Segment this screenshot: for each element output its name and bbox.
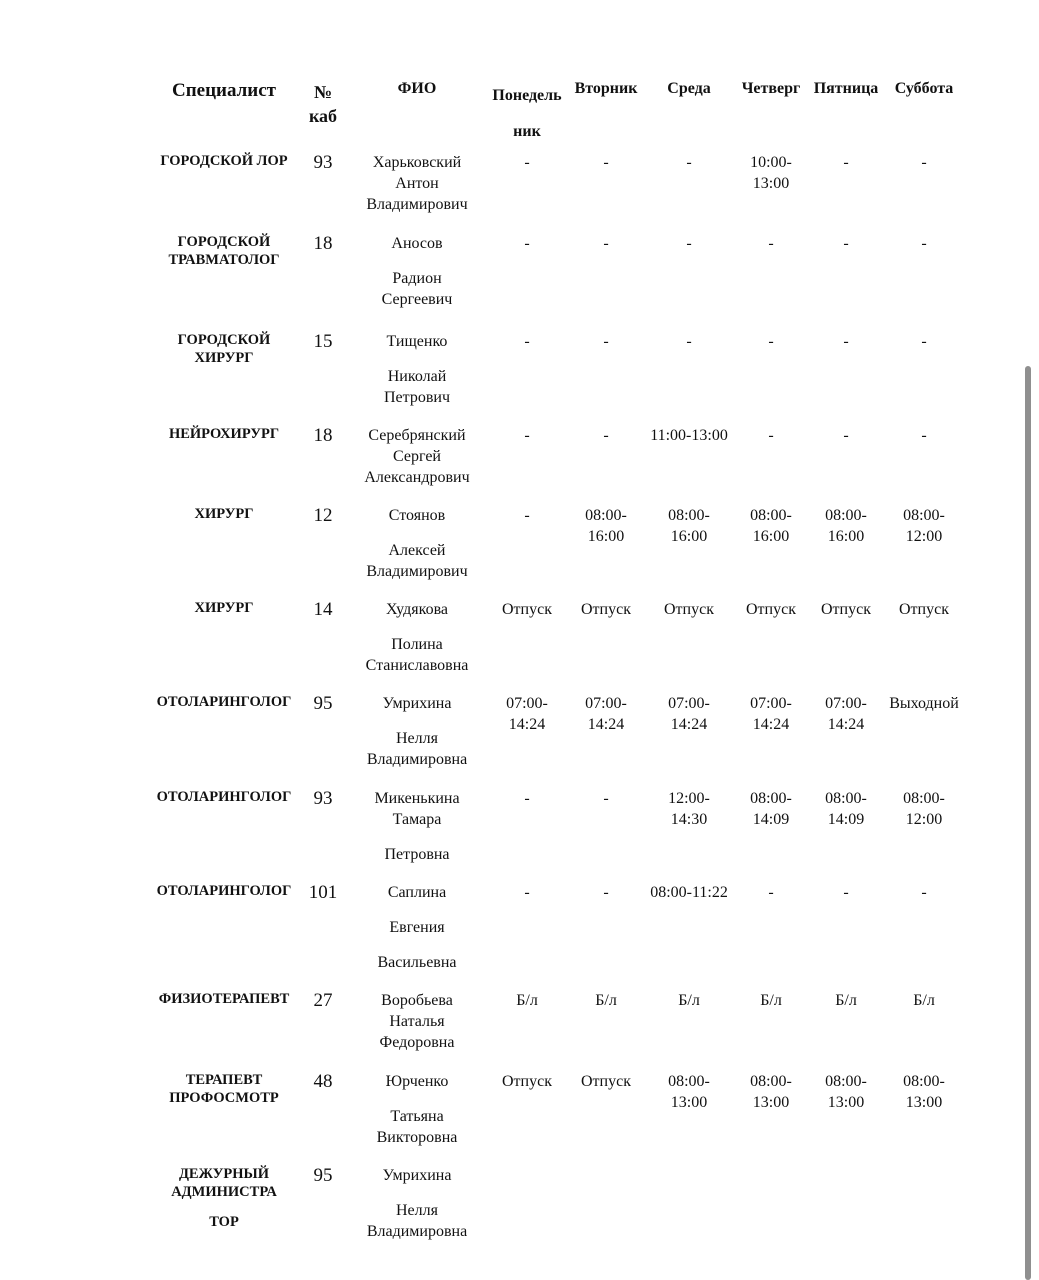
cell-specialist [148,788,300,806]
fio-line: Нелля [396,730,438,747]
schedule-value: 08:00-11:22 [650,884,728,901]
cell-room: 14 [313,599,333,620]
cell-thursday [731,693,811,735]
cell-saturday [884,425,964,446]
schedule-value: - [843,333,849,350]
schedule-value: 12:00- [668,790,710,807]
schedule-value: Отпуск [502,1073,552,1090]
cell-room: 48 [313,1071,333,1092]
header-monday [484,78,570,150]
cell-specialist [148,233,300,269]
schedule-value: 13:00 [670,1094,708,1111]
cell-friday [806,1071,886,1113]
schedule-value: Отпуск [581,1073,631,1090]
schedule-value: - [603,427,609,444]
cell-room: 18 [313,425,333,446]
schedule-value: 08:00- [825,1073,867,1090]
specialist-line: ХИРУРГ [194,600,254,616]
fio-line: Радион [392,270,442,287]
cell-saturday [884,152,964,173]
header-room-line2: каб [308,106,338,126]
schedule-value: 14:24 [752,716,790,733]
schedule-value: 08:00- [668,507,710,524]
cell-specialist [148,599,300,617]
schedule-value: 11:00-13:00 [650,427,728,444]
cell-monday [484,505,570,526]
schedule-value: - [768,333,774,350]
cell-specialist [148,1165,300,1231]
schedule-value: - [843,884,849,901]
header-monday-line2: ник [513,123,541,140]
fio-line: Тамара [392,811,442,828]
header-fio: ФИО [397,80,437,97]
schedule-value: 13:00 [905,1094,943,1111]
fio-line: Владимировна [366,1223,468,1240]
cell-room: 93 [313,788,333,809]
cell-saturday [884,693,964,714]
cell-specialist [148,990,300,1008]
schedule-value: 08:00- [585,507,627,524]
cell-wednesday [649,425,729,446]
cell-specialist [148,693,300,711]
schedule-value: - [921,333,927,350]
cell-tuesday [566,425,646,446]
cell-friday [806,233,886,254]
schedule-value: Отпуск [746,601,796,618]
cell-monday [484,152,570,173]
cell-friday [806,788,886,830]
fio-line: Владимирович [366,563,468,580]
schedule-value: Отпуск [502,601,552,618]
schedule-value: - [843,235,849,252]
schedule-value: Б/л [678,992,700,1009]
specialist-line: ОТОЛАРИНГОЛОГ [156,694,292,710]
schedule-value: - [524,884,530,901]
cell-wednesday [649,233,729,254]
cell-friday [806,693,886,735]
schedule-value: 16:00 [670,528,708,545]
cell-saturday [884,788,964,830]
fio-line: Тищенко [386,333,448,350]
schedule-value: 07:00- [585,695,627,712]
cell-room: 95 [313,693,333,714]
fio-line: Евгения [389,919,445,936]
fio-line: Федоровна [379,1034,455,1051]
cell-saturday [884,882,964,903]
cell-saturday [884,233,964,254]
fio-line: Саплина [387,884,447,901]
cell-room: 93 [313,152,333,173]
schedule-value: - [843,154,849,171]
header-room-line1: № [313,82,333,102]
fio-line: Татьяна [390,1108,444,1125]
schedule-value: 16:00 [587,528,625,545]
specialist-line: ДЕЖУРНЫЙ [178,1166,270,1182]
cell-thursday [731,331,811,352]
cell-wednesday [649,599,729,620]
cell-wednesday [649,1071,729,1113]
schedule-value: - [603,333,609,350]
specialist-line: ГОРОДСКОЙ [177,234,271,250]
cell-fio [352,788,482,865]
cell-thursday [731,788,811,830]
cell-friday [806,882,886,903]
schedule-value: - [603,154,609,171]
schedule-value: 14:24 [587,716,625,733]
cell-thursday [731,233,811,254]
schedule-value: Выходной [889,695,959,712]
fio-line: Станиславовна [365,657,469,674]
cell-tuesday [566,693,646,735]
schedule-value: - [768,235,774,252]
cell-friday [806,425,886,446]
schedule-value: 08:00- [750,790,792,807]
cell-tuesday [566,331,646,352]
cell-fio [352,425,482,488]
cell-thursday [731,505,811,547]
schedule-value: 07:00- [506,695,548,712]
schedule-value: - [524,333,530,350]
cell-fio [352,599,482,676]
schedule-value: 13:00 [827,1094,865,1111]
cell-room: 101 [308,882,338,903]
cell-wednesday [649,331,729,352]
cell-tuesday [566,990,646,1011]
cell-tuesday [566,1071,646,1092]
cell-specialist [148,505,300,523]
fio-line: Аносов [391,235,443,252]
schedule-value: - [686,154,692,171]
schedule-value: - [686,333,692,350]
cell-saturday [884,599,964,620]
schedule-value: 08:00- [903,790,945,807]
cell-monday [484,233,570,254]
cell-monday [484,599,570,620]
header-specialist: Специалист [171,80,277,101]
cell-monday [484,693,570,735]
cell-tuesday [566,505,646,547]
schedule-value: Б/л [516,992,538,1009]
cell-monday [484,882,570,903]
schedule-value: 07:00- [750,695,792,712]
cell-tuesday [566,599,646,620]
schedule-value: 14:09 [752,811,790,828]
cell-thursday [731,882,811,903]
header-wednesday: Среда [667,80,711,97]
schedule-value: - [921,884,927,901]
specialist-line: ОТОЛАРИНГОЛОГ [156,789,292,805]
schedule-value: 08:00- [825,507,867,524]
cell-fio [352,233,482,310]
fio-line: Сергеевич [381,291,453,308]
specialist-line: АДМИНИСТРА [171,1184,277,1200]
fio-line: Петрович [383,389,450,406]
cell-room: 95 [313,1165,333,1186]
fio-line: Антон [395,175,439,192]
fio-line: Микенькина [374,790,460,807]
fio-line: Петровна [384,846,450,863]
cell-specialist [148,331,300,367]
specialist-line: ХИРУРГ [194,350,254,366]
fio-line: Васильевна [377,954,457,971]
specialist-line: ТОР [209,1214,239,1230]
schedule-value: - [603,235,609,252]
schedule-value: 08:00- [750,1073,792,1090]
schedule-value: - [768,884,774,901]
cell-wednesday [649,990,729,1011]
schedule-value: 08:00- [825,790,867,807]
schedule-value: 13:00 [752,175,790,192]
cell-friday [806,990,886,1011]
schedule-value: - [524,790,530,807]
cell-friday [806,505,886,547]
schedule-value: - [768,427,774,444]
specialist-line: ХИРУРГ [194,506,254,522]
cell-thursday [731,599,811,620]
schedule-value: 12:00 [905,528,943,545]
schedule-value: 07:00- [668,695,710,712]
fio-line: Владимирович [366,196,468,213]
header-thursday: Четверг [741,80,801,97]
header-saturday: Суббота [894,80,954,97]
cell-monday [484,788,570,809]
schedule-value: - [524,507,530,524]
schedule-value: Б/л [595,992,617,1009]
fio-line: Серебрянский [368,427,466,444]
schedule-value: - [686,235,692,252]
cell-specialist [148,152,300,170]
cell-fio [352,990,482,1053]
cell-thursday [731,1071,811,1113]
schedule-value: - [524,427,530,444]
schedule-value: 12:00 [905,811,943,828]
schedule-value: Отпуск [581,601,631,618]
cell-fio [352,331,482,408]
schedule-value: Б/л [913,992,935,1009]
cell-specialist [148,882,300,900]
fio-line: Юрченко [385,1073,449,1090]
fio-line: Александрович [364,469,470,486]
fio-line: Алексей [388,542,446,559]
schedule-value: 10:00- [750,154,792,171]
cell-saturday [884,331,964,352]
cell-fio [352,882,482,973]
cell-specialist [148,425,300,443]
specialist-line: ПРОФОСМОТР [169,1090,279,1106]
schedule-value: - [524,154,530,171]
cell-monday [484,990,570,1011]
schedule-value: - [921,235,927,252]
cell-room: 18 [313,233,333,254]
scrollbar[interactable] [1025,366,1031,1280]
cell-saturday [884,1071,964,1113]
schedule-value: 08:00- [903,507,945,524]
fio-line: Худякова [385,601,449,618]
fio-line: Умрихина [382,1167,452,1184]
header-friday: Пятница [813,80,879,97]
schedule-value: 08:00- [750,507,792,524]
header-monday-line1: Понедель [492,87,562,104]
fio-line: Наталья [389,1013,445,1030]
schedule-value: Б/л [835,992,857,1009]
fio-line: Умрихина [382,695,452,712]
schedule-value: - [524,235,530,252]
fio-line: Стоянов [388,507,446,524]
cell-specialist [148,1071,300,1107]
schedule-value: - [603,884,609,901]
cell-room: 27 [313,990,333,1011]
fio-line: Владимировна [366,751,468,768]
cell-wednesday [649,152,729,173]
cell-thursday [731,990,811,1011]
schedule-value: Отпуск [664,601,714,618]
schedule-value: Отпуск [899,601,949,618]
specialist-line: ТРАВМАТОЛОГ [168,252,280,268]
cell-room: 12 [313,505,333,526]
specialist-line: НЕЙРОХИРУРГ [168,426,280,442]
cell-saturday [884,505,964,547]
cell-saturday [884,990,964,1011]
cell-tuesday [566,152,646,173]
cell-tuesday [566,882,646,903]
schedule-value: - [603,790,609,807]
cell-fio [352,505,482,582]
cell-wednesday [649,788,729,830]
schedule-value: - [843,427,849,444]
schedule-value: Отпуск [821,601,871,618]
cell-monday [484,331,570,352]
schedule-value: 16:00 [752,528,790,545]
cell-wednesday [649,505,729,547]
cell-room: 15 [313,331,333,352]
cell-friday [806,331,886,352]
fio-line: Викторовна [376,1129,458,1146]
schedule-value: 14:24 [508,716,546,733]
cell-thursday [731,425,811,446]
cell-wednesday [649,693,729,735]
schedule-value: 07:00- [825,695,867,712]
cell-monday [484,425,570,446]
specialist-line: ТЕРАПЕВТ [185,1072,263,1088]
cell-fio [352,1165,482,1242]
cell-thursday [731,152,811,194]
schedule-value: 08:00- [903,1073,945,1090]
fio-line: Сергей [393,448,441,465]
fio-line: Полина [391,636,443,653]
cell-fio [352,693,482,770]
fio-line: Харьковский [372,154,462,171]
schedule-value: 08:00- [668,1073,710,1090]
schedule-value: 14:24 [827,716,865,733]
fio-line: Воробьева [381,992,453,1009]
cell-fio [352,1071,482,1148]
fio-line: Николай [387,368,447,385]
header-room [298,80,348,128]
schedule-value: 16:00 [827,528,865,545]
schedule-value: 14:09 [827,811,865,828]
cell-friday [806,599,886,620]
specialist-line: ГОРОДСКОЙ [177,332,271,348]
schedule-value: - [921,427,927,444]
fio-line: Нелля [396,1202,438,1219]
specialist-line: ФИЗИОТЕРАПЕВТ [158,991,290,1007]
specialist-line: ОТОЛАРИНГОЛОГ [156,883,292,899]
schedule-value: Б/л [760,992,782,1009]
cell-monday [484,1071,570,1092]
schedule-value: 14:30 [670,811,708,828]
cell-wednesday [649,882,729,903]
header-tuesday: Вторник [574,80,638,97]
schedule-value: 13:00 [752,1094,790,1111]
cell-tuesday [566,233,646,254]
cell-tuesday [566,788,646,809]
cell-fio [352,152,482,215]
schedule-value: 14:24 [670,716,708,733]
specialist-line: ГОРОДСКОЙ ЛОР [160,153,288,169]
cell-friday [806,152,886,173]
schedule-value: - [921,154,927,171]
